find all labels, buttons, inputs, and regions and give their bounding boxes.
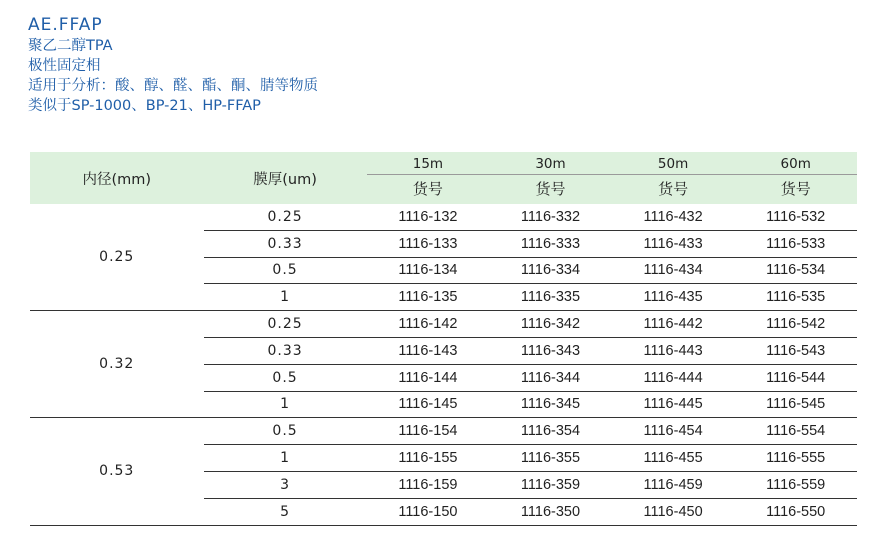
application-description: 适用于分析：酸、醇、醛、酯、酮、腈等物质 [28, 78, 318, 94]
part-number-cell: 1116-543 [734, 337, 857, 364]
header-length-50m: 50m [612, 152, 735, 178]
header-length-60m: 60m [734, 152, 857, 178]
part-number-cell: 1116-154 [367, 418, 490, 445]
table-row [30, 311, 857, 338]
part-number-cell: 1116-534 [734, 257, 857, 284]
part-number-cell: 1116-135 [367, 284, 490, 311]
part-number-cell: 1116-443 [612, 337, 735, 364]
header-length-15m: 15m [367, 152, 490, 178]
product-table [30, 152, 857, 526]
part-number-cell: 1116-532 [734, 204, 857, 230]
part-number-cell: 1116-542 [734, 311, 857, 338]
part-number-cell: 1116-333 [489, 230, 612, 257]
film-thickness-cell: 0.33 [204, 337, 367, 364]
film-thickness-cell: 1 [204, 391, 367, 418]
part-number-cell: 1116-455 [612, 445, 735, 472]
header-part-number: 货号 [489, 178, 612, 204]
table-row [30, 418, 857, 445]
phase-description: 极性固定相 [28, 58, 101, 74]
film-thickness-cell: 0.33 [204, 230, 367, 257]
part-number-cell: 1116-444 [612, 364, 735, 391]
part-number-cell: 1116-435 [612, 284, 735, 311]
film-thickness-cell: 3 [204, 471, 367, 498]
header-film-thickness: 膜厚(um) [204, 152, 367, 204]
part-number-cell: 1116-559 [734, 471, 857, 498]
inner-diameter-cell: 0.25 [30, 204, 204, 311]
part-number-cell: 1116-433 [612, 230, 735, 257]
inner-diameter-cell: 0.32 [30, 311, 204, 418]
film-thickness-cell: 0.5 [204, 418, 367, 445]
part-number-cell: 1116-144 [367, 364, 490, 391]
part-number-cell: 1116-133 [367, 230, 490, 257]
product-title: AE.FFAP [28, 15, 103, 35]
part-number-cell: 1116-535 [734, 284, 857, 311]
table-body [30, 204, 857, 525]
part-number-cell: 1116-445 [612, 391, 735, 418]
part-number-cell: 1116-335 [489, 284, 612, 311]
part-number-cell: 1116-350 [489, 498, 612, 525]
film-thickness-cell: 0.25 [204, 311, 367, 338]
part-number-cell: 1116-332 [489, 204, 612, 230]
header-inner-diameter: 内径(mm) [30, 152, 204, 204]
film-thickness-cell: 0.5 [204, 364, 367, 391]
part-number-cell: 1116-454 [612, 418, 735, 445]
part-number-cell: 1116-150 [367, 498, 490, 525]
part-number-cell: 1116-555 [734, 445, 857, 472]
part-number-cell: 1116-533 [734, 230, 857, 257]
film-thickness-cell: 0.5 [204, 257, 367, 284]
part-number-cell: 1116-450 [612, 498, 735, 525]
part-number-cell: 1116-434 [612, 257, 735, 284]
table-row [30, 204, 857, 230]
product-header [28, 14, 318, 116]
part-number-cell: 1116-355 [489, 445, 612, 472]
product-type: 聚乙二醇TPA [28, 38, 113, 54]
header-length-30m: 30m [489, 152, 612, 178]
film-thickness-cell: 0.25 [204, 204, 367, 230]
inner-diameter-cell: 0.53 [30, 418, 204, 525]
part-number-cell: 1116-554 [734, 418, 857, 445]
header-part-number: 货号 [734, 178, 857, 204]
film-thickness-cell: 1 [204, 445, 367, 472]
part-number-cell: 1116-343 [489, 337, 612, 364]
part-number-cell: 1116-342 [489, 311, 612, 338]
part-number-cell: 1116-345 [489, 391, 612, 418]
part-number-cell: 1116-344 [489, 364, 612, 391]
part-number-cell: 1116-142 [367, 311, 490, 338]
part-number-cell: 1116-134 [367, 257, 490, 284]
film-thickness-cell: 1 [204, 284, 367, 311]
part-number-cell: 1116-145 [367, 391, 490, 418]
film-thickness-cell: 5 [204, 498, 367, 525]
part-number-cell: 1116-334 [489, 257, 612, 284]
part-number-cell: 1116-359 [489, 471, 612, 498]
part-number-cell: 1116-459 [612, 471, 735, 498]
part-number-cell: 1116-143 [367, 337, 490, 364]
equivalents-description: 类似于SP-1000、BP-21、HP-FFAP [28, 98, 261, 114]
header-part-number: 货号 [367, 178, 490, 204]
part-number-cell: 1116-550 [734, 498, 857, 525]
part-number-cell: 1116-545 [734, 391, 857, 418]
part-number-cell: 1116-442 [612, 311, 735, 338]
part-number-cell: 1116-155 [367, 445, 490, 472]
part-number-cell: 1116-132 [367, 204, 490, 230]
part-number-cell: 1116-354 [489, 418, 612, 445]
part-number-cell: 1116-432 [612, 204, 735, 230]
part-number-cell: 1116-159 [367, 471, 490, 498]
header-part-number: 货号 [612, 178, 735, 204]
part-number-cell: 1116-544 [734, 364, 857, 391]
